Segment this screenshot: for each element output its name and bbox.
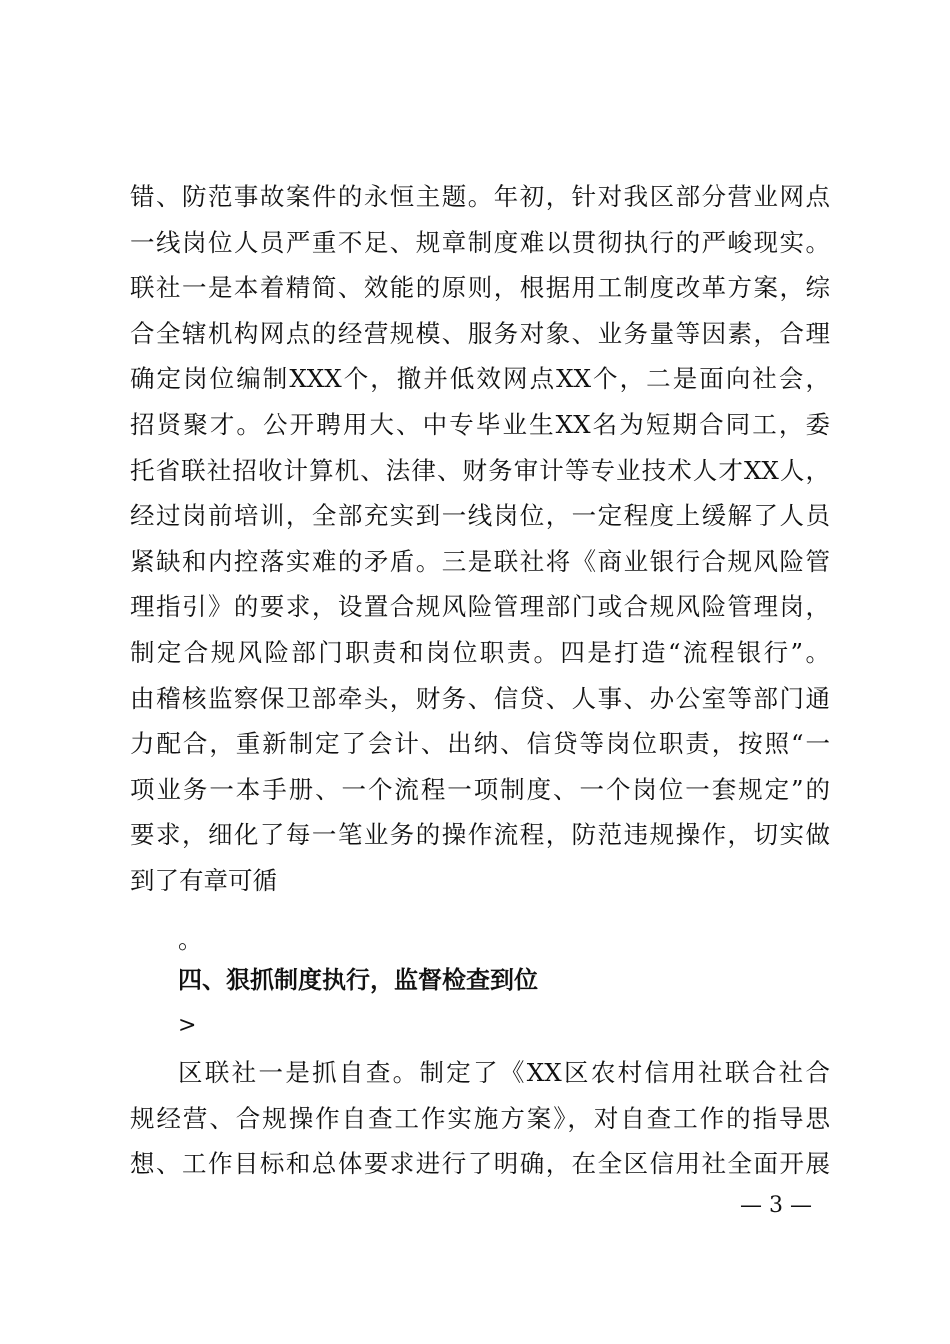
paragraph-line: 确定岗位编制XXX个，撤并低效网点XX个，二是面向社会， — [130, 364, 830, 394]
paragraph-line: 错、防范事故案件的永恒主题。年初，针对我区部分营业网点 — [130, 182, 830, 211]
paragraph-line: 紧缺和内控落实难的矛盾。三是联社将《商业银行合规风险管 — [130, 546, 830, 576]
paragraph-line: 一线岗位人员严重不足、规章制度难以贯彻执行的严峻现实。 — [130, 227, 830, 257]
paragraph-line: 想、工作目标和总体要求进行了明确，在全区信用社全面开展 — [130, 1149, 830, 1179]
page-number: — 3 — — [740, 1193, 812, 1218]
paragraph-line: 项业务一本手册、一个流程一项制度、一个岗位一套规定”的 — [130, 774, 830, 804]
paragraph-line: 招贤聚才。公开聘用大、中专毕业生XX名为短期合同工，委 — [130, 409, 830, 439]
stray-period: 。 — [178, 925, 203, 954]
paragraph-self-inspection — [130, 1050, 830, 1187]
paragraph-line: 制定合规风险部门职责和岗位职责。四是打造“流程银行”。 — [130, 637, 830, 667]
paragraph-line: 区联社一是抓自查。制定了《XX区农村信用社联合社合 — [178, 1058, 830, 1087]
paragraph-line: 规经营、合规操作自查工作实施方案》，对自查工作的指导思 — [130, 1103, 830, 1133]
paragraph-line: 由稽核监察保卫部牵头，财务、信贷、人事、办公室等部门通 — [130, 683, 830, 713]
paragraph-line: 联社一是本着精简、效能的原则，根据用工制度改革方案，综 — [130, 273, 830, 303]
paragraph-line: 托省联社招收计算机、法律、财务审计等专业技术人才XX人， — [130, 455, 830, 485]
paragraph-line: 到了有章可循 — [130, 865, 277, 895]
paragraph-line: 经过岗前培训，全部充实到一线岗位，一定程度上缓解了人员 — [130, 501, 830, 531]
paragraph-line: 理指引》的要求，设置合规风险管理部门或合规风险管理岗， — [130, 592, 830, 622]
section-heading: 四、狠抓制度执行，监督检查到位 — [178, 966, 538, 994]
paragraph-continued — [130, 174, 830, 904]
stray-symbol: > — [178, 1013, 197, 1038]
paragraph-line: 力配合，重新制定了会计、出纳、信贷等岗位职责，按照“一 — [130, 729, 830, 759]
paragraph-line: 合全辖机构网点的经营规模、服务对象、业务量等因素，合理 — [130, 318, 830, 348]
paragraph-line: 要求，细化了每一笔业务的操作流程，防范违规操作，切实做 — [130, 820, 830, 850]
